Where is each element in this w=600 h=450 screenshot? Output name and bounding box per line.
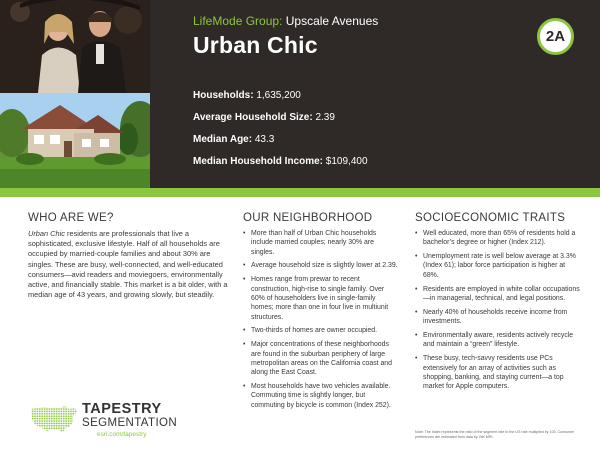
list-item: • Most households have two vehicles available. Commuting time is slightly longer, but commuting by bicycle is common (Index 252).: [243, 382, 398, 410]
section-heading: OUR NEIGHBORHOOD: [243, 212, 373, 224]
list-item: • These busy, tech-savvy residents use PCs extensively for an array of activities such as shopping, banking, and staying current—a top market for Apple computers.: [415, 354, 580, 391]
stat-value: 43.3: [254, 134, 275, 145]
stat-label: Median Household Income:: [193, 156, 324, 167]
segment-name: Urban Chic: [193, 32, 318, 58]
logo-subtitle: SEGMENTATION: [82, 417, 178, 429]
us-map-icon: [29, 403, 79, 435]
stat-value: $109,400: [325, 156, 368, 167]
stat-value: 2.39: [315, 112, 335, 123]
tapestry-logo: [29, 401, 199, 439]
stat-median-age: [193, 134, 368, 146]
who-are-we-text: residents are professionals that live a sophisticated, exclusive lifestyle. Half of all households are occupied by married-couple families and about 30% are singles. These are busy, well-connected, and well-educated consumers—avid readers and moviegoers, environmentally active, and financially stable. This market is a bit older, with a median age of 43 years, and growing slowly, but steadily.: [28, 229, 228, 300]
list-item: • Major concentrations of these neighborhoods are found in the suburban periphery of large metropolitan areas on the California coast and along the East Coast.: [243, 340, 398, 377]
stat-households: [193, 90, 368, 102]
list-item: • Well educated, more than 65% of residents hold a bachelor’s degree or higher (Index 212).: [415, 229, 580, 248]
who-are-we-paragraph: [28, 229, 228, 300]
key-stats: [193, 90, 368, 178]
list-item: • Environmentally aware, residents actively recycle and maintain a “green” lifestyle.: [415, 331, 580, 350]
logo-url: esri.com/tapestry: [97, 431, 147, 438]
list-item: • Residents are employed in white collar occupations—in managerial, technical, and legal positions.: [415, 285, 580, 304]
accent-divider: [0, 188, 600, 197]
house-photo: [0, 93, 150, 188]
socioeconomic-traits-section: [415, 211, 580, 396]
stat-median-income: [193, 156, 368, 168]
header-band: [0, 0, 600, 188]
list-item: • Nearly 40% of households receive income from investments.: [415, 308, 580, 327]
stat-label: Median Age:: [193, 134, 253, 145]
lifemode-group-name: Upscale Avenues: [285, 14, 379, 28]
lifemode-prefix: LifeMode Group:: [193, 14, 283, 28]
stat-value: 1,635,200: [256, 90, 301, 101]
segment-name-italic: Urban Chic: [28, 229, 65, 238]
segment-code-badge: 2A: [537, 18, 574, 55]
list-item: • Homes range from prewar to recent construction, high-rise to single family. Over 60% of householders live in single-family homes; more than one in four live in multiunit structures.: [243, 275, 398, 321]
list-item: • Unemployment rate is well below average at 3.3% (Index 61); labor force participation is higher at 68%.: [415, 252, 580, 280]
stat-household-size: [193, 112, 368, 124]
list-item: • Average household size is slightly lower at 2.39.: [243, 261, 398, 270]
couple-photo: [0, 0, 150, 93]
socioeconomic-list: [415, 229, 580, 391]
section-heading: SOCIOECONOMIC TRAITS: [415, 212, 566, 224]
list-item: • Two-thirds of homes are owner occupied.: [243, 326, 398, 335]
section-heading: WHO ARE WE?: [28, 212, 114, 224]
stat-label: Average Household Size:: [193, 112, 313, 123]
logo-title: TAPESTRY: [82, 401, 162, 417]
list-item: • More than half of Urban Chic households include married couples; nearly 30% are singles.: [243, 229, 398, 257]
our-neighborhood-section: [243, 211, 398, 415]
stat-label: Households:: [193, 90, 254, 101]
who-are-we-section: [28, 211, 228, 300]
neighborhood-list: [243, 229, 398, 410]
footnote: Note: The Index represents the ratio of the segment rate to the US rate multiplied by 100. Consumer preferences are estimated from data by GfK MRI.: [415, 430, 575, 439]
